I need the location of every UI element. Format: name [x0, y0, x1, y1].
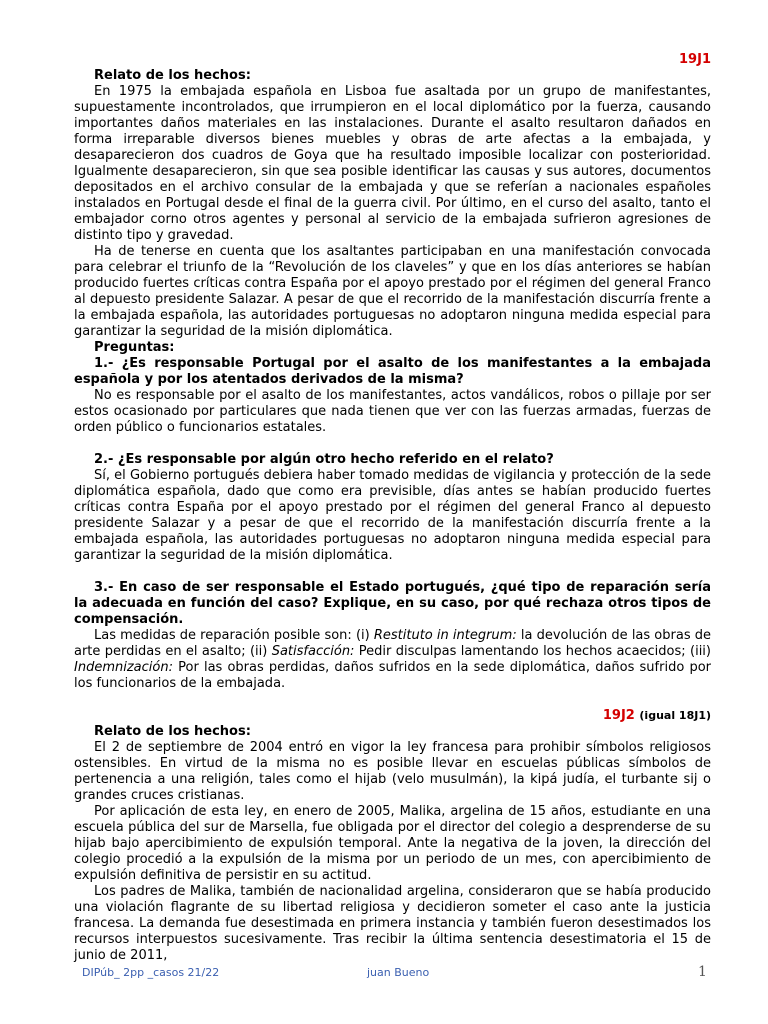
spacer — [74, 564, 711, 580]
answer-3-term-indemnizacion: Indemnización: — [74, 660, 173, 675]
answer-1: No es responsable por el asalto de los manifestantes, actos vandálicos, robos o pillaje por ser estos ocasionado por particulares que nada tienen que ver con las fuerzas armadas, fuerzas de orden público o funcionarios estatales. — [74, 388, 711, 435]
page-content — [74, 52, 711, 964]
answer-3-term-restitutio: Restituto in integrum: — [373, 628, 517, 643]
case-code-19j2 — [74, 708, 711, 724]
case2-paragraph-3: Los padres de Malika, también de nacionalidad argelina, consideraron que se había producido una violación flagrante de su libertad religiosa y decidieron someter el caso ante la justicia francesa. La demanda fue desestimada en primera instancia y también fueron desestimados los recursos interpuestos sucesivamente. Tras recibir la última sentencia desestimatoria el 15 de junio de 2011, — [74, 884, 711, 963]
case2-heading: Relato de los hechos: — [94, 724, 251, 739]
spacer — [74, 692, 711, 708]
case-code-19j1: 19J1 — [679, 52, 711, 67]
answer-2: Sí, el Gobierno portugués debiera haber tomado medidas de vigilancia y protección de la sede diplomática española, dado que como era previsible, días antes se habían producido fuertes críticas contra España por el apoyo prestado por el régimen del general Franco al depuesto presidente Salazar y a pesar de que el recorrido de la manifestación discurría frente a la embajada española, las autoridades portuguesas no adoptaron ninguna medida especial para garantizar la seguridad de la misión diplomática. — [74, 468, 711, 563]
case2-paragraph-2: Por aplicación de esta ley, en enero de 2005, Malika, argelina de 15 años, estudiante en una escuela pública del sur de Marsella, fue obligada por el director del colegio a desprenderse de su hijab bajo apercibimiento de expulsión temporal. Ante la negativa de la joven, la dirección del colegio procedió a la expulsión de la misma por un periodo de un mes, con apercibimiento de expulsión definitiva de persistir en su actitud. — [74, 804, 711, 883]
question-1: 1.- ¿Es responsable Portugal por el asalto de los manifestantes a la embajada española y por los atentados derivados de la misma? — [74, 356, 711, 387]
footer-course: DIPúb_ 2pp _casos 21/22 — [82, 966, 220, 979]
case2-paragraph-1: El 2 de septiembre de 2004 entró en vigor la ley francesa para prohibir símbolos religiosos ostensibles. En virtud de la misma no es posible llevar en escuelas públicas símbolos de pertenencia a una religión, tales como el hijab (velo musulmán), la kipá judía, el turbante sij o grandes cruces cristianas. — [74, 740, 711, 803]
page-footer — [0, 966, 768, 982]
footer-author: juan Bueno — [367, 966, 430, 979]
answer-3-term-satisfaccion: Satisfacción: — [271, 644, 355, 659]
case2-code: 19J2 — [602, 708, 635, 723]
case2-note: (igual 18J1) — [639, 709, 711, 722]
answer-3-text-1: Las medidas de reparación posible son: (i) — [94, 628, 374, 643]
answer-3-text-4: Por las obras perdidas, daños sufridos en la sede diplomática, daños sufrido por los funcionarios de la embajada. — [74, 660, 711, 691]
spacer — [74, 436, 711, 452]
case1-paragraph-1: En 1975 la embajada española en Lisboa fue asaltada por un grupo de manifestantes, supuestamente incontrolados, que irrumpieron en el local diplomático por la fuerza, causando importantes daños materiales en las instalaciones. Durante el asalto resultaron dañados en forma irreparable diversos bienes muebles y obras de arte afectas a la embajada, y desaparecieron dos cuadros de Goya que ha resultado imposible localizar con posterioridad. Igualmente desaparecieron, sin que sea posible identificar las causas y sus autores, documentos depositados en el archivo consular de la embajada y que se referían a nacionales españoles instalados en Portugal desde el final de la guerra civil. Por último, en el curso del asalto, tanto el embajador corno otros agentes y personal al servicio de la embajada sufrieron agresiones de distinto tipo y gravedad. — [74, 84, 711, 243]
case1-heading: Relato de los hechos: — [94, 68, 251, 83]
answer-3 — [74, 628, 711, 692]
question-2: 2.- ¿Es responsable por algún otro hecho referido en el relato? — [94, 452, 554, 467]
question-3: 3.- En caso de ser responsable el Estado portugués, ¿qué tipo de reparación sería la adecuada en función del caso? Explique, en su caso, por qué rechaza otros tipos de compensación. — [74, 580, 711, 627]
page-number: 1 — [698, 964, 707, 980]
questions-heading: Preguntas: — [94, 340, 175, 355]
answer-3-text-3: Pedir disculpas lamentando los hechos acaecidos; (iii) — [354, 644, 711, 659]
answer-3-text-2: la devolución de las obras de arte perdidas en el asalto; (ii) — [74, 628, 711, 659]
case1-paragraph-2: Ha de tenerse en cuenta que los asaltantes participaban en una manifestación convocada para celebrar el triunfo de la “Revolución de los claveles” y que en los días anteriores se habían producido fuertes críticas contra España por el apoyo prestado por el régimen del general Franco al depuesto presidente Salazar. A pesar de que el recorrido de la manifestación discurría frente a la embajada española, las autoridades portuguesas no adoptaron ninguna medida especial para garantizar la seguridad de la misión diplomática. — [74, 244, 711, 339]
